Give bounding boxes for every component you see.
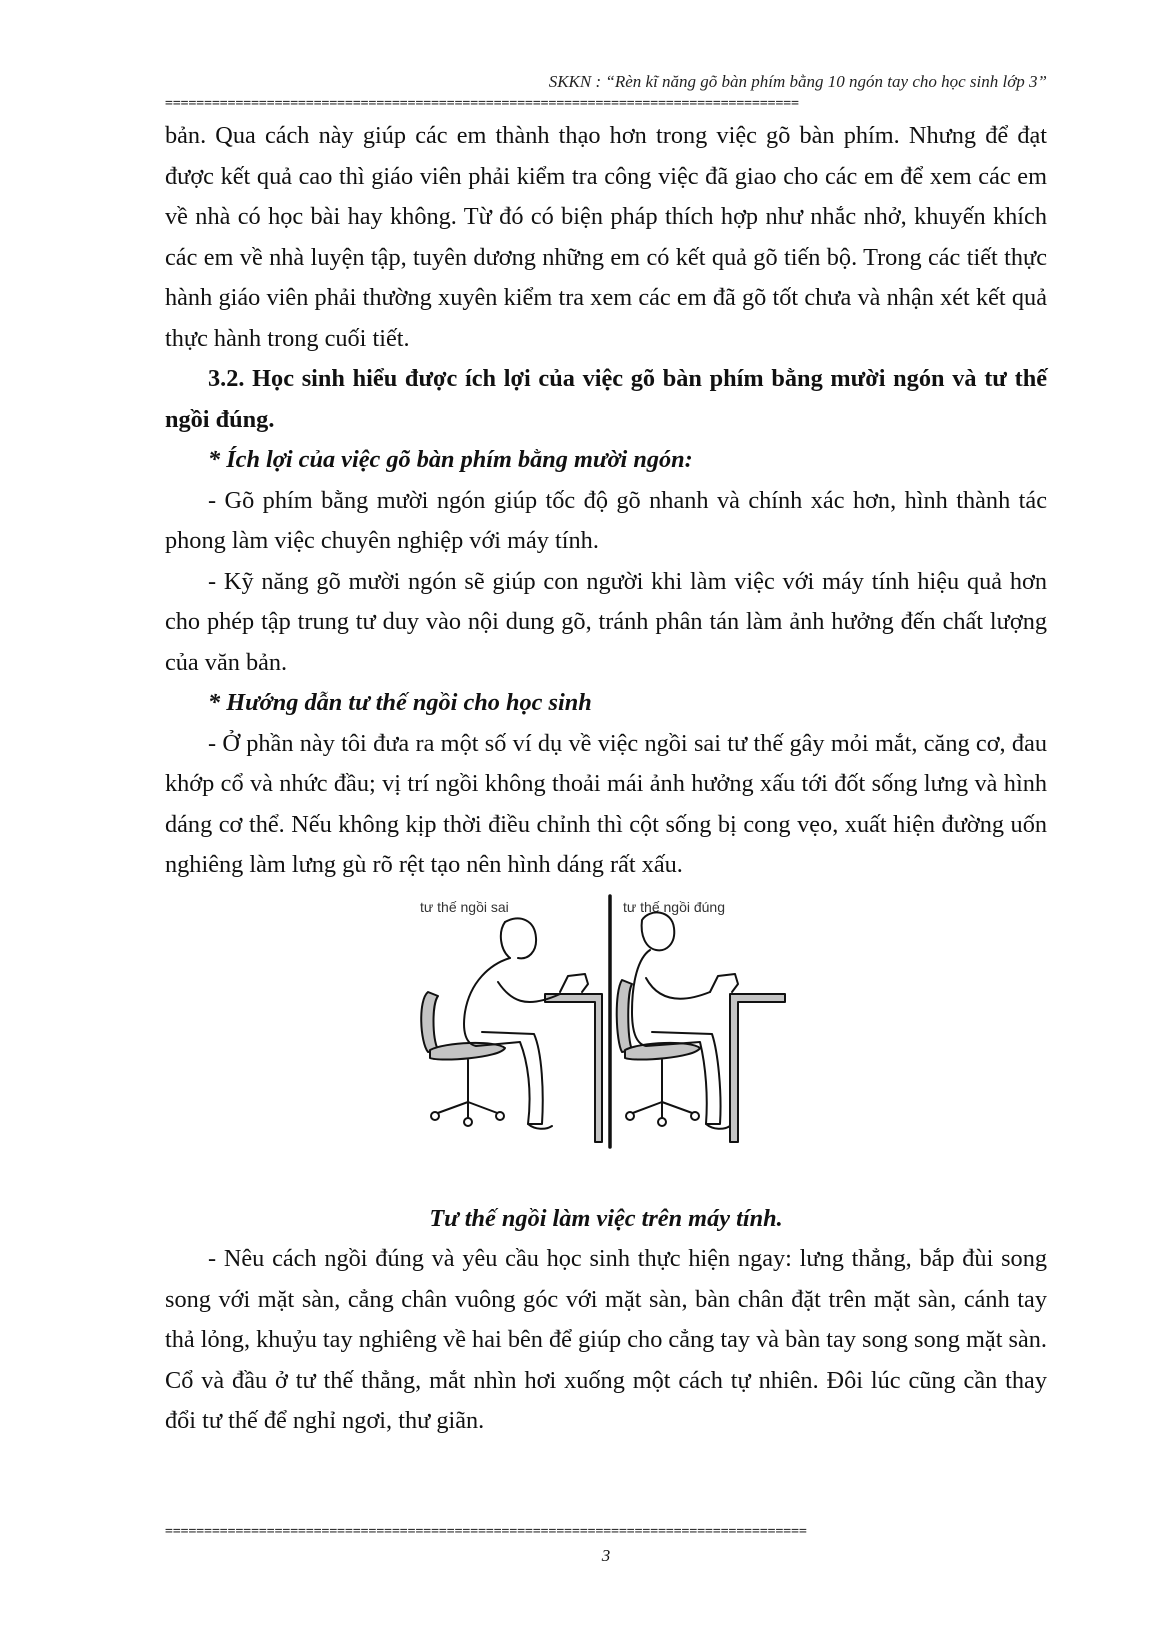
page-number: 3 xyxy=(601,1546,611,1565)
body-left xyxy=(464,958,543,1124)
keyboard-left xyxy=(560,974,588,992)
chair-base-right xyxy=(630,1060,695,1120)
subheading-posture: * Hướng dẫn tư thế ngồi cho học sinh xyxy=(208,689,592,716)
posture-paragraph-2: - Nêu cách ngồi đúng và yêu cầu học sinh thực hiện ngay: lưng thẳng, bắp đùi song song với mặt sàn, cẳng chân vuông góc với mặt sàn, bàn chân đặt trên mặt sàn, cánh tay thả lỏng, khuỷu tay nghiêng về hai bên để giúp cho cẳng tay và bàn tay song song mặt sàn. Cổ và đầu ở tư thế thẳng, mắt nhìn hơi xuống một cách tự nhiên. Đôi lúc cũng cần thay đổi tư thế để nghỉ ngơi, thư giãn. xyxy=(165,1245,1047,1434)
subheading-benefits: * Ích lợi của việc gõ bàn phím bằng mười ngón: xyxy=(208,446,693,473)
keyboard-right xyxy=(710,974,738,992)
benefit-item-1: - Gõ phím bằng mười ngón giúp tốc độ gõ nhanh và chính xác hơn, hình thành tác phong làm việc chuyên nghiệp với máy tính. xyxy=(165,486,1047,554)
figure-caption: Tư thế ngồi làm việc trên máy tính. xyxy=(429,1204,783,1232)
arm-right xyxy=(646,978,710,999)
body-right xyxy=(632,950,721,1124)
paragraph-continuation: bản. Qua cách này giúp các em thành thạo hơn trong việc gõ bàn phím. Nhưng để đạt được kết quả cao thì giáo viên phải kiểm tra công việc đã giao cho các em để xem các em về nhà có học bài hay không. Từ đó có biện pháp thích hợp như nhắc nhở, khuyến khích các em về nhà luyện tập, tuyên dương những em có kết quả gõ tiến bộ. Trong các tiết thực hành giáo viên phải thường xuyên kiểm tra xem các em đã gõ tốt chưa và nhận xét kết quả thực hành trong cuối tiết. xyxy=(165,122,1047,352)
desk-left xyxy=(545,994,602,1142)
header-rule: ================================================================================= xyxy=(165,97,799,111)
head-right xyxy=(642,912,675,950)
posture-figure xyxy=(165,892,1047,1195)
chair-back-left xyxy=(421,992,438,1052)
posture-illustration xyxy=(410,892,790,1152)
footer-rule: ================================================================================== xyxy=(165,1525,807,1539)
section-heading-3-2: 3.2. Học sinh hiểu được ích lợi của việc gõ bàn phím bằng mười ngón và tư thế ngồi đúng. xyxy=(165,365,1047,433)
document-body xyxy=(165,116,1047,1442)
chair-seat-left xyxy=(430,1042,505,1059)
chair-back-right xyxy=(617,980,632,1052)
chair-base-left xyxy=(435,1060,500,1120)
benefit-item-2: - Kỹ năng gõ mười ngón sẽ giúp con người khi làm việc với máy tính hiệu quả hơn cho phép tập trung tư duy vào nội dung gõ, tránh phân tán làm ảnh hưởng đến chất lượng của văn bản. xyxy=(165,567,1047,676)
running-header: SKKN : “Rèn kĩ năng gõ bàn phím bằng 10 ngón tay cho học sinh lớp 3” xyxy=(548,72,1047,91)
label-wrong-posture: tư thế ngồi sai xyxy=(420,898,509,915)
desk-right xyxy=(730,994,785,1142)
label-right-posture: tư thế ngồi đúng xyxy=(623,898,726,915)
right-posture-figure xyxy=(617,912,785,1142)
head-left xyxy=(505,918,536,958)
posture-paragraph-1: - Ở phần này tôi đưa ra một số ví dụ về việc ngồi sai tư thế gây mỏi mắt, căng cơ, đau khớp cổ và nhức đầu; vị trí ngồi không thoải mái ảnh hưởng xấu tới đốt sống lưng và hình dáng cơ thể. Nếu không kịp thời điều chỉnh thì cột sống bị cong vẹo, xuất hiện đường uốn nghiêng làm lưng gù rõ rệt tạo nên hình dáng rất xấu. xyxy=(165,729,1047,878)
wrong-posture-figure xyxy=(421,918,602,1141)
